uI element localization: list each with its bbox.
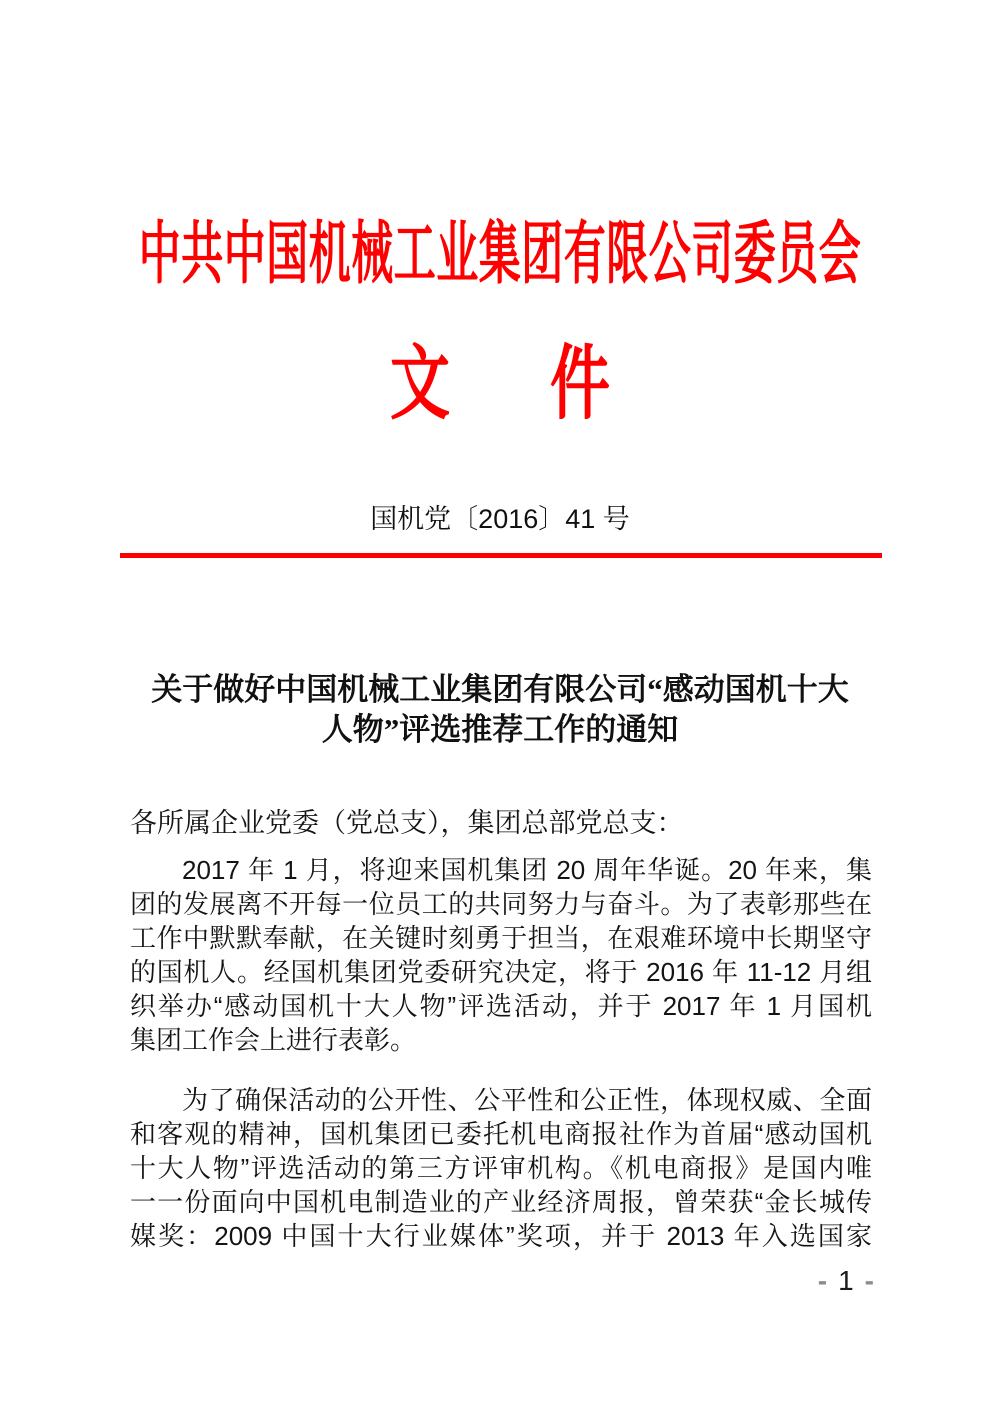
paragraph-2-line: 媒奖：2009 中国十大行业媒体”奖项，并于 2013 年入选国家 bbox=[130, 1221, 872, 1251]
document-number: 国机党〔2016〕41 号 bbox=[370, 504, 630, 534]
paragraph-2 bbox=[130, 1083, 872, 1253]
doc-type-char-wen: 文 bbox=[390, 339, 450, 430]
paragraph-1-line: 团的发展离不开每一位员工的共同努力与奋斗。为了表彰那些在 bbox=[130, 889, 872, 919]
paragraph-1 bbox=[130, 853, 872, 1057]
paragraph-2-line: 一一份面向中国机电制造业的产业经济周报，曾荣获“金长城传 bbox=[130, 1187, 872, 1217]
document-title-line: 关于做好中国机械工业集团有限公司“感动国机十大 bbox=[151, 672, 849, 707]
paragraph-1-line: 工作中默默奉献，在关键时刻勇于担当，在艰难环境中长期坚守 bbox=[130, 923, 872, 953]
salutation-line: 各所属企业党委（党总支），集团总部党总支： bbox=[130, 808, 684, 838]
paragraph-2-line: 和客观的精神，国机集团已委托机电商报社作为首届“感动国机 bbox=[130, 1119, 872, 1149]
paragraph-1-line: 织举办“感动国机十大人物”评选活动，并于 2017 年 1 月国机 bbox=[130, 991, 872, 1021]
document-title bbox=[0, 670, 1000, 750]
page-number-right-dash: - bbox=[864, 1265, 874, 1296]
paragraph-2-line: 十大人物”评选活动的第三方评审机构。《机电商报》是国内唯 bbox=[130, 1153, 872, 1183]
page-number-left-dash: - bbox=[817, 1265, 828, 1296]
paragraph-1-line: 2017 年 1 月，将迎来国机集团 20 周年华诞。20 年来，集 bbox=[182, 855, 872, 885]
page-number bbox=[818, 1264, 874, 1298]
red-divider-line bbox=[120, 553, 882, 558]
document-title-line: 人物”评选推荐工作的通知 bbox=[321, 712, 679, 747]
paragraph-1-line: 的国机人。经国机集团党委研究决定，将于 2016 年 11-12 月组 bbox=[130, 957, 872, 987]
letterhead-doc-type bbox=[0, 339, 1000, 430]
paragraph-1-line: 集团工作会上进行表彰。 bbox=[130, 1025, 417, 1055]
page-number-value: 1 bbox=[838, 1265, 854, 1296]
paragraph-2-line: 为了确保活动的公开性、公平性和公正性，体现权威、全面 bbox=[182, 1085, 872, 1115]
doc-type-char-jian: 件 bbox=[550, 339, 610, 430]
letterhead-org-title: 中共中国机械工业集团有限公司委员会 bbox=[138, 218, 862, 294]
